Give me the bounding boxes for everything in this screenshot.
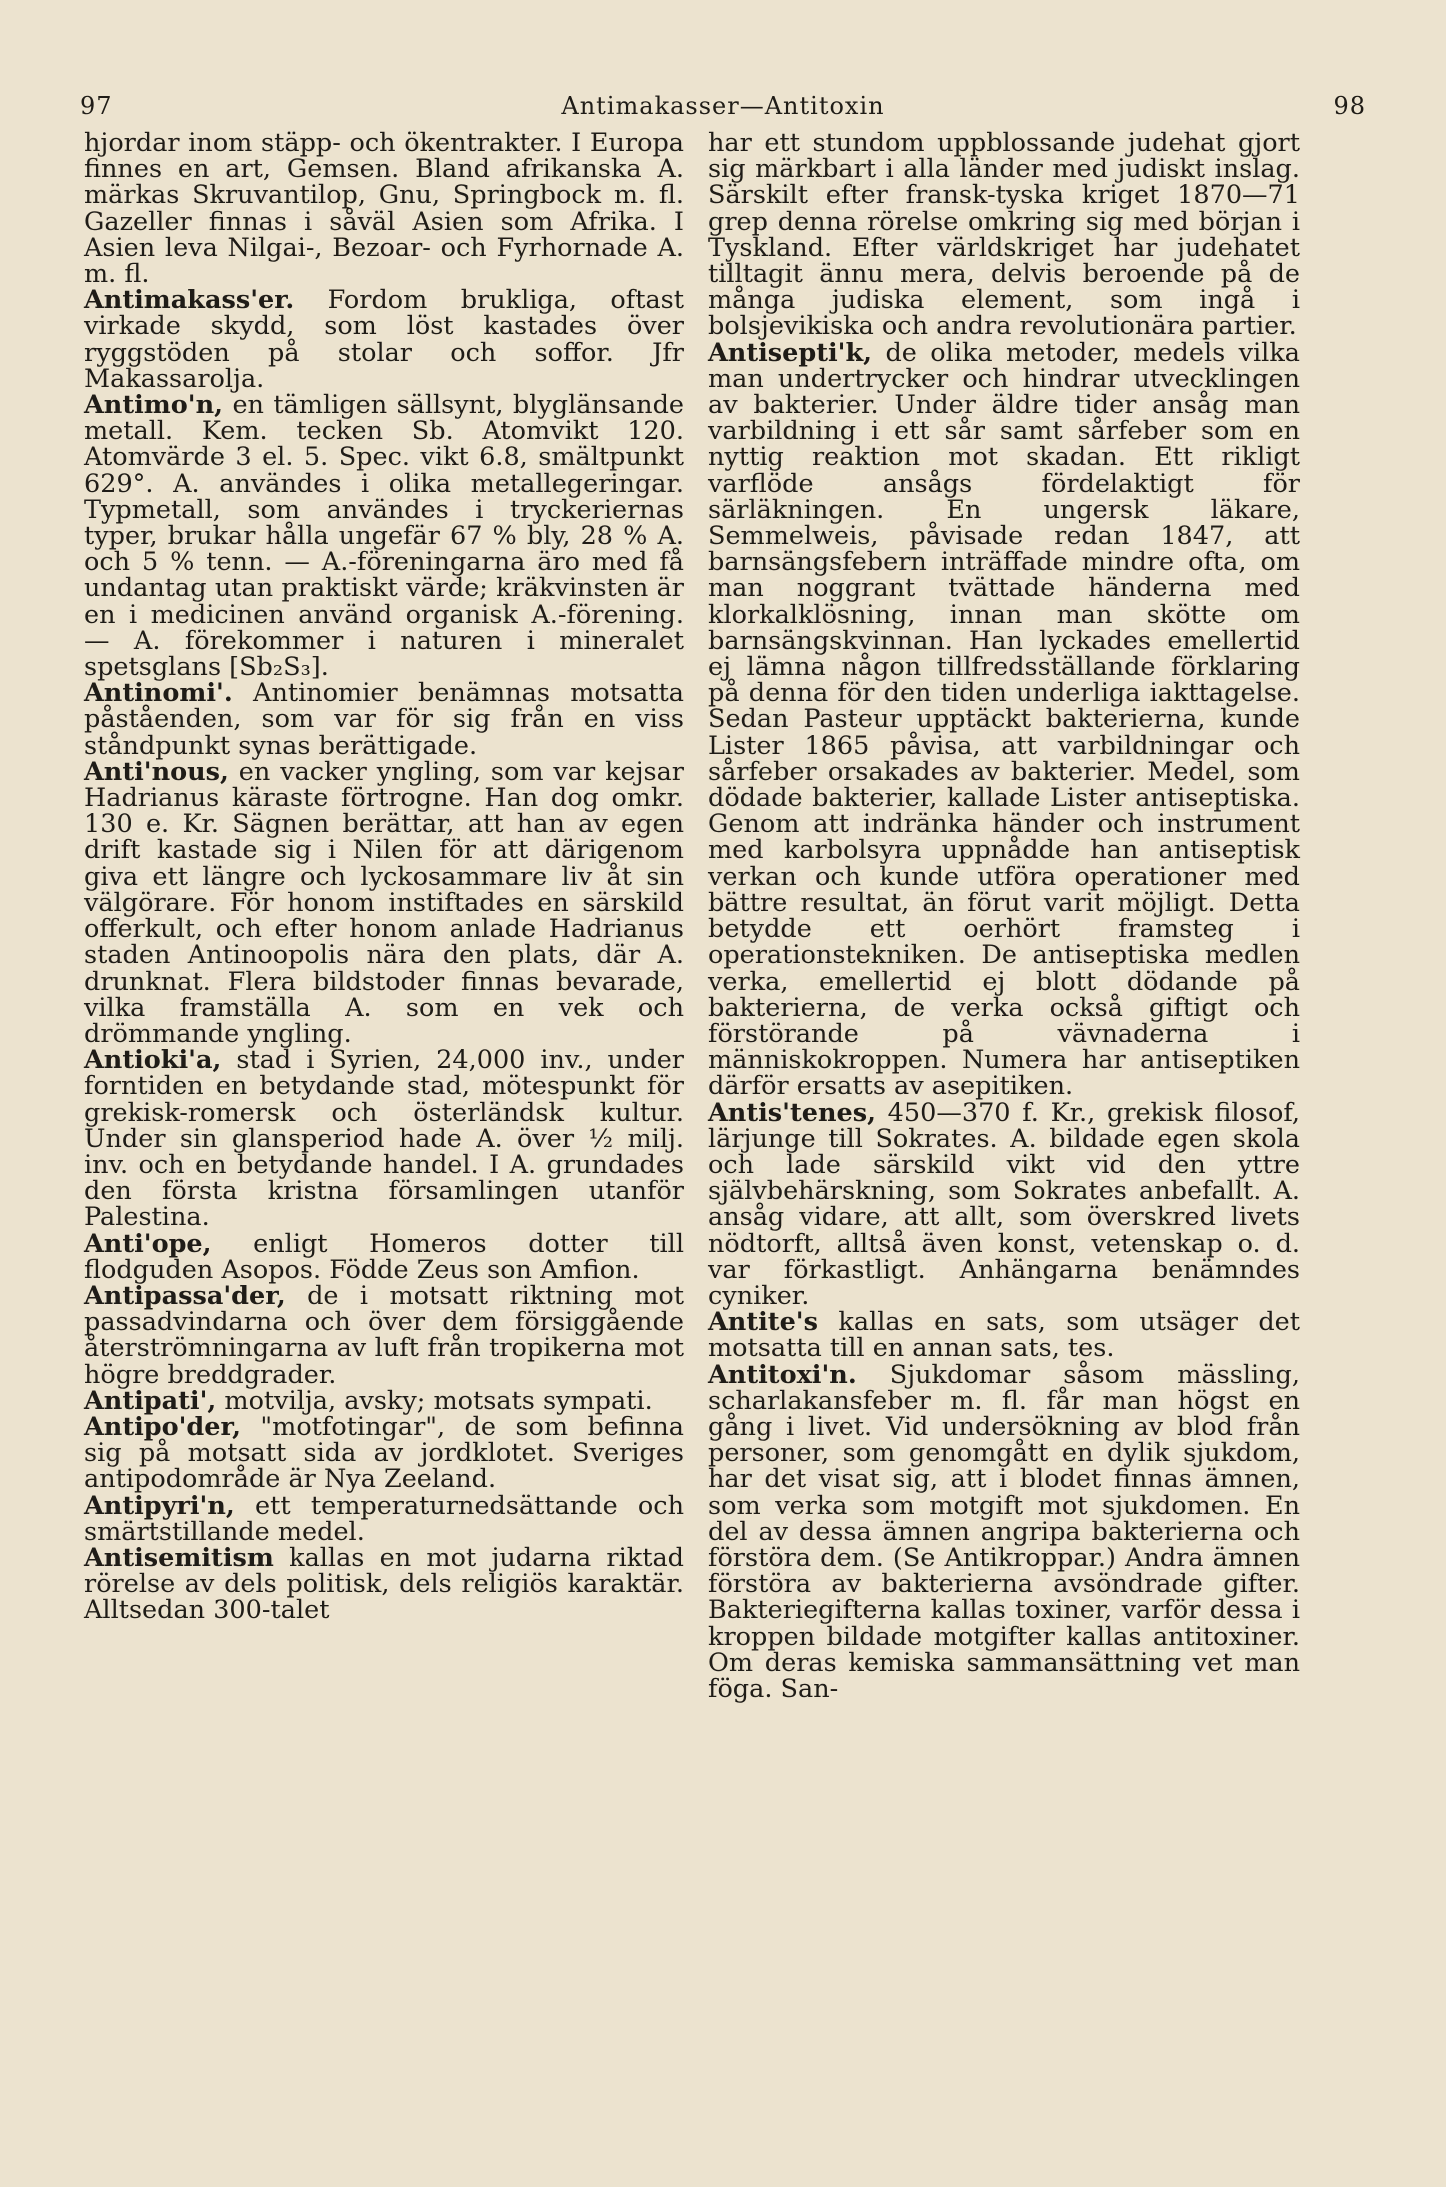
dictionary-entry [708, 1307, 1300, 1364]
entry-headword: Antinomi'. [84, 678, 233, 709]
running-title: Antimakasser—Antitoxin [561, 92, 885, 120]
entry-text: "motfotingar", de som befinna sig på motsatt sida av jordklotet. Sveriges antipodområde är Nya Zeeland. [84, 1411, 684, 1495]
dictionary-entry [84, 128, 684, 290]
dictionary-entry [708, 337, 1300, 1102]
entry-headword: Antipassa'der, [84, 1280, 286, 1311]
entry-headword: Antipyri'n, [84, 1490, 235, 1521]
entry-text: enligt Homeros dotter till flodguden Asopos. Födde Zeus son Amfion. [84, 1228, 684, 1285]
dictionary-entry [84, 1542, 684, 1626]
page-number-left: 97 [80, 92, 113, 120]
dictionary-entry [84, 287, 684, 392]
entry-headword: Antioki'a, [84, 1045, 222, 1076]
entry-text: ett temperaturnedsättande och smärtstillande medel. [84, 1490, 684, 1547]
entry-text: Antinomier benämnas motsatta påståenden, som var för sig från en viss ståndpunkt synas berättigade. [84, 678, 684, 761]
entry-text: har ett stundom uppblossande judehat gjort sig märkbart i alla länder med judiskt inslag. Särskilt efter fransk-tyska kriget 1870—71 grep denna rörelse omkring sig med början i Tyskland. Efter världskriget har judehatet tilltagit ännu mera, delvis beroende på de många judiska element, som ingå i bolsjevikiska och andra revolutionära partier. [708, 128, 1300, 342]
entry-text: motvilja, avsky; motsats sympati. [216, 1385, 653, 1416]
entry-text: Sjukdomar såsom mässling, scharlakansfeber m. fl. får man högst en gång i livet. Vid undersökning av blod från personer, som genomgått en dylik sjukdom, har det visat sig, att i blodet finnas ämnen, som verka som motgift mot sjukdomen. En del av dessa ämnen angripa bakterierna och förstöra dem. (Se Antikroppar.) Andra ämnen förstöra av bakterierna avsöndrade gifter. Bakteriegifterna kallas toxiner, varför dessa i kroppen bildade motgifter kallas antitoxiner. Om deras kemiska sammansättning vet man föga. San- [708, 1359, 1300, 1704]
dictionary-entry [84, 680, 684, 759]
right-column [708, 130, 1300, 1702]
entry-text: stad i Syrien, 24,000 inv., under forntiden en betydande stad, mötespunkt för grekisk-romersk och österländsk kultur. Under sin glansperiod hade A. över ½ milj. inv. och en betydande handel. I A. grundades den första kristna församlingen utanför Palestina. [84, 1045, 684, 1233]
entry-text: Fordom brukliga, oftast virkade skydd, som löst kastades över ryggstöden på stolar och soffor. Jfr Makassarolja. [84, 285, 684, 394]
entry-text: kallas en sats, som utsäger det motsatta till en annan sats, tes. [708, 1307, 1300, 1364]
dictionary-entry [84, 756, 684, 1049]
dictionary-entry [84, 1280, 684, 1390]
entry-headword: Antitoxi'n. [708, 1359, 857, 1390]
entry-headword: Antite's [708, 1307, 818, 1338]
dictionary-entry [84, 1411, 684, 1495]
entry-headword: Anti'nous, [84, 756, 229, 787]
running-header [80, 92, 1366, 132]
entry-headword: Anti'ope, [84, 1228, 212, 1259]
entry-headword: Antimakass'er. [84, 285, 295, 316]
entry-headword: Antisemitism [84, 1542, 274, 1573]
entry-headword: Antipo'der, [84, 1411, 241, 1442]
entry-text: kallas en mot judarna riktad rörelse av dels politisk, dels religiös karaktär. Alltsedan 300-talet [84, 1542, 684, 1626]
entry-headword: Antis'tenes, [708, 1097, 876, 1128]
dictionary-entry [84, 1228, 684, 1285]
dictionary-entry [84, 1045, 684, 1233]
entry-headword: Antisepti'k, [708, 337, 873, 368]
left-column [84, 130, 684, 1624]
entry-headword: Antipati', [84, 1385, 217, 1416]
entry-text: hjordar inom stäpp- och ökentrakter. I Europa finnes en art, Gemsen. Bland afrikanska A. märkas Skruvantilop, Gnu, Springbock m. fl. Gazeller finnas i såväl Asien som Afrika. I Asien leva Nilgai-, Bezoar- och Fyrhornade A. m. fl. [84, 128, 684, 290]
entry-text: en tämligen sällsynt, blyglänsande metall. Kem. tecken Sb. Atomvikt 120. Atomvärde 3 el. 5. Spec. vikt 6.8, smältpunkt 629°. A. användes i olika metallegeringar. Typmetall, som användes i tryckeriernas typer, brukar hålla ungefär 67 % bly, 28 % A. och 5 % tenn. — A.-föreningarna äro med få undantag utan praktiskt värde; kräkvinsten är en i medicinen använd organisk A.-förening. — A. förekommer i naturen i mineralet spetsglans [Sb₂S₃]. [84, 390, 684, 683]
entry-text: de olika metoder, medels vilka man undertrycker och hindrar utvecklingen av bakterier. Under äldre tider ansåg man varbildning i ett sår samt sårfeber som en nyttig reaktion mot skadan. Ett rikligt varflöde ansågs fördelaktigt för särläkningen. En ungersk läkare, Semmelweis, påvisade redan 1847, att barnsängsfebern inträffade mindre ofta, om man noggrant tvättade händerna med klorkalklösning, innan man skötte om barnsängskvinnan. Han lyckades emellertid ej lämna någon tillfredsställande förklaring på denna för den tiden underliga iakttagelse. Sedan Pasteur upptäckt bakterierna, kunde Lister 1865 påvisa, att varbildningar och sårfeber orsakades av bakterier. Medel, som dödade bakterier, kallade Lister antiseptiska. Genom att indränka händer och instrument med karbolsyra uppnådde han antiseptisk verkan och kunde utföra operationer med bättre resultat, än förut varit möjligt. Detta betydde ett oerhört framsteg i operationstekniken. De antiseptiska medlen verka, emellertid ej blott dödande på bakterierna, de verka också giftigt och förstörande på vävnaderna i människokroppen. Numera har antiseptiken därför ersatts av asepitiken. [708, 337, 1300, 1102]
page-number-right: 98 [1333, 92, 1366, 120]
dictionary-entry [708, 1359, 1300, 1704]
entry-headword: Antimo'n, [84, 390, 224, 421]
dictionary-entry [84, 1385, 684, 1416]
entry-text: en vacker yngling, som var kejsar Hadrianus käraste förtrogne. Han dog omkr. 130 e. Kr. Sägnen berättar, att han av egen drift kastade sig i Nilen för att därigenom giva ett längre och lyckosammare liv åt sin välgörare. För honom instiftades en särskild offerkult, och efter honom anlade Hadrianus staden Antinoopolis nära den plats, där A. drunknat. Flera bildstoder finnas bevarade, vilka framställa A. som en vek och drömmande yngling. [84, 756, 684, 1049]
dictionary-entry [84, 390, 684, 683]
dictionary-entry [708, 1097, 1300, 1311]
entry-text: de i motsatt riktning mot passadvindarna och över dem försiggående återströmningarna av luft från tropikerna mot högre breddgrader. [84, 1280, 684, 1390]
entry-text: 450—370 f. Kr., grekisk filosof, lärjunge till Sokrates. A. bildade egen skola och lade särskild vikt vid den yttre självbehärskning, som Sokrates anbefallt. A. ansåg vidare, att allt, som överskred livets nödtorft, alltså även konst, vetenskap o. d. var förkastligt. Anhängarna benämndes cyniker. [708, 1097, 1300, 1311]
dictionary-entry [84, 1490, 684, 1547]
dictionary-entry [708, 130, 1300, 340]
